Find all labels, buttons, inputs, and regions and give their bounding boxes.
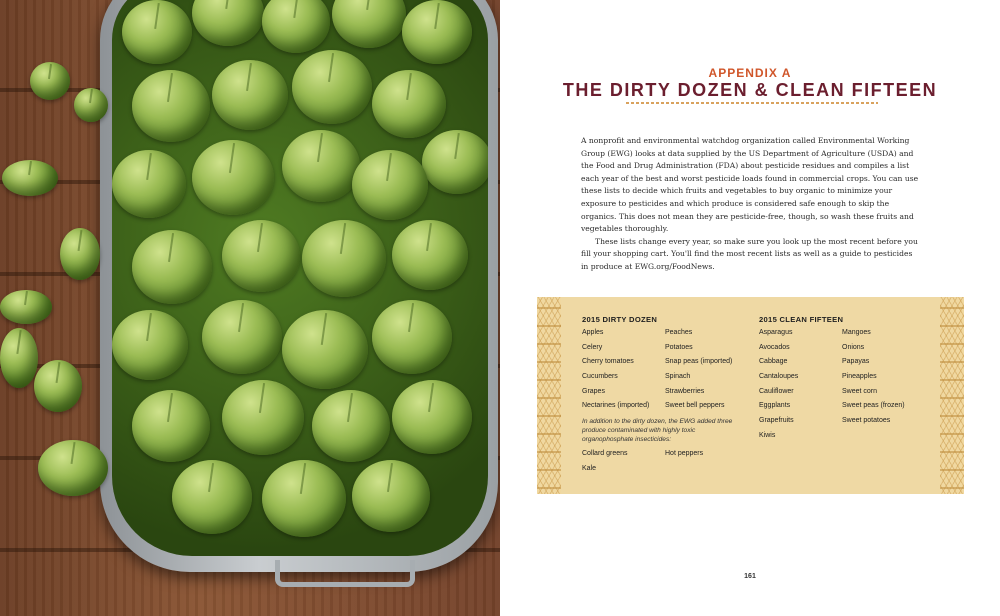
- loose-tomatillo: [60, 228, 100, 280]
- loose-tomatillo: [0, 290, 52, 324]
- tub-handle: [275, 560, 415, 587]
- list-item: Cantaloupes: [759, 373, 799, 381]
- tomatillo: [202, 300, 282, 374]
- list-item: Grapes: [582, 387, 605, 395]
- list-item: Eggplants: [759, 402, 791, 410]
- loose-tomatillo: [0, 328, 38, 388]
- list-item: Cabbage: [759, 358, 788, 366]
- tomatillo: [392, 220, 468, 290]
- clean-fifteen-list-2: [842, 326, 905, 429]
- tomatillo: [282, 310, 368, 389]
- loose-tomatillo: [2, 160, 58, 196]
- list-item: Papayas: [842, 358, 870, 366]
- dirty-dozen-list-2: [665, 326, 732, 414]
- dirty-dozen-list-1: [582, 326, 649, 414]
- list-item: Cherry tomatoes: [582, 358, 634, 366]
- tomatillo: [122, 0, 192, 64]
- tomatillo: [372, 70, 446, 138]
- tomatillo: [132, 70, 210, 142]
- list-item: Celery: [582, 343, 603, 351]
- tomatillo: [352, 150, 428, 220]
- clean-fifteen-list-1: [759, 326, 798, 444]
- tomatillo: [112, 150, 186, 218]
- dirty-dozen-extra-list-2: [665, 447, 703, 462]
- list-item: Cucumbers: [582, 373, 618, 381]
- tomatillo: [262, 0, 330, 53]
- list-item: Kiwis: [759, 431, 776, 439]
- list-item: Apples: [582, 329, 604, 336]
- list-item: Pineapples: [842, 373, 877, 381]
- tomatillo: [422, 130, 488, 194]
- list-item: Kale: [582, 464, 597, 472]
- list-item: Onions: [842, 343, 865, 351]
- title-underline: [626, 102, 878, 104]
- loose-tomatillo: [30, 62, 70, 100]
- list-item: Mangoes: [842, 329, 871, 336]
- list-item: Asparagus: [759, 329, 793, 336]
- loose-tomatillo: [38, 440, 108, 496]
- list-item: Sweet peas (frozen): [842, 402, 905, 410]
- list-item: Avocados: [759, 343, 790, 351]
- list-item: Sweet bell peppers: [665, 402, 725, 410]
- tomatillo: [192, 140, 274, 215]
- tomatillo: [192, 0, 264, 46]
- list-item: Cauliflower: [759, 387, 794, 395]
- organophosphate-note: In addition to the dirty dozen, the EWG added three produce contaminated with highly toxic organophosphate insecticides:: [582, 418, 733, 443]
- clean-fifteen-heading: 2015 CLEAN FIFTEEN: [759, 315, 844, 324]
- tomatillo: [212, 60, 288, 130]
- tomatillo: [372, 300, 452, 374]
- tomatillo: [222, 220, 300, 292]
- decorative-border-right: [940, 297, 964, 494]
- tomatillo: [292, 50, 372, 124]
- list-item: Collard greens: [582, 450, 628, 457]
- tomatillo: [392, 380, 472, 454]
- list-item: Hot peppers: [665, 450, 704, 457]
- appendix-page: [500, 0, 1000, 616]
- list-item: Snap peas (imported): [665, 358, 733, 366]
- tomatillo: [112, 310, 188, 380]
- produce-lists-box: [537, 297, 964, 494]
- tomatillo: [132, 390, 210, 462]
- tomatillo: [352, 460, 430, 532]
- page-title: THE DIRTY DOZEN & CLEAN FIFTEEN: [562, 80, 938, 100]
- loose-tomatillo: [34, 360, 82, 412]
- dirty-dozen-extra-list-1: [582, 447, 628, 476]
- appendix-kicker: APPENDIX A: [708, 66, 792, 80]
- tomatillo-pile: [112, 0, 488, 556]
- page-number: 161: [744, 573, 756, 580]
- tomatillo: [302, 220, 386, 297]
- loose-tomatillo: [74, 88, 108, 122]
- list-item: Strawberries: [665, 387, 705, 395]
- tomatillo: [402, 0, 472, 64]
- tomatillo: [312, 390, 390, 462]
- list-item: Peaches: [665, 329, 693, 336]
- dirty-dozen-heading: 2015 DIRTY DOZEN: [582, 315, 658, 324]
- list-item: Nectarines (imported): [582, 402, 650, 410]
- tomatillo: [282, 130, 360, 202]
- list-item: Grapefruits: [759, 417, 794, 425]
- intro-paragraph: A nonprofit and environmental watchdog organization called Environmental Working Group (EWG) looks at data supplied by the US Department of Agriculture (USDA) and the Food and Drug Administration (FDA) about pesticide residues and compiles a list each year of the best and worst pesticide loads found in commercial crops. You can use these lists to decide which fruits and vegetables to buy organic to minimize your exposure to pesticides and which produce is considered safe enough to skip the organics. This does not mean they are pesticide-free, though, so wash these fruits and vegetables thoroughly.: [581, 136, 919, 234]
- tomatillo: [332, 0, 406, 48]
- tomatillo: [132, 230, 212, 304]
- body-text: [581, 135, 921, 274]
- list-item: Spinach: [665, 373, 691, 381]
- decorative-border-left: [537, 297, 561, 494]
- tomatillo: [262, 460, 346, 537]
- list-item: Sweet potatoes: [842, 417, 891, 425]
- lists-paragraph: These lists change every year, so make sure you look up the most recent before you fill your shopping cart. You'll find the most recent lists as well as a guide to pesticides in produce at EWG.org/FoodNews.: [581, 236, 918, 271]
- tomatillo: [172, 460, 252, 534]
- list-item: Sweet corn: [842, 387, 878, 395]
- list-item: Potatoes: [665, 343, 693, 351]
- tomatillo: [222, 380, 304, 455]
